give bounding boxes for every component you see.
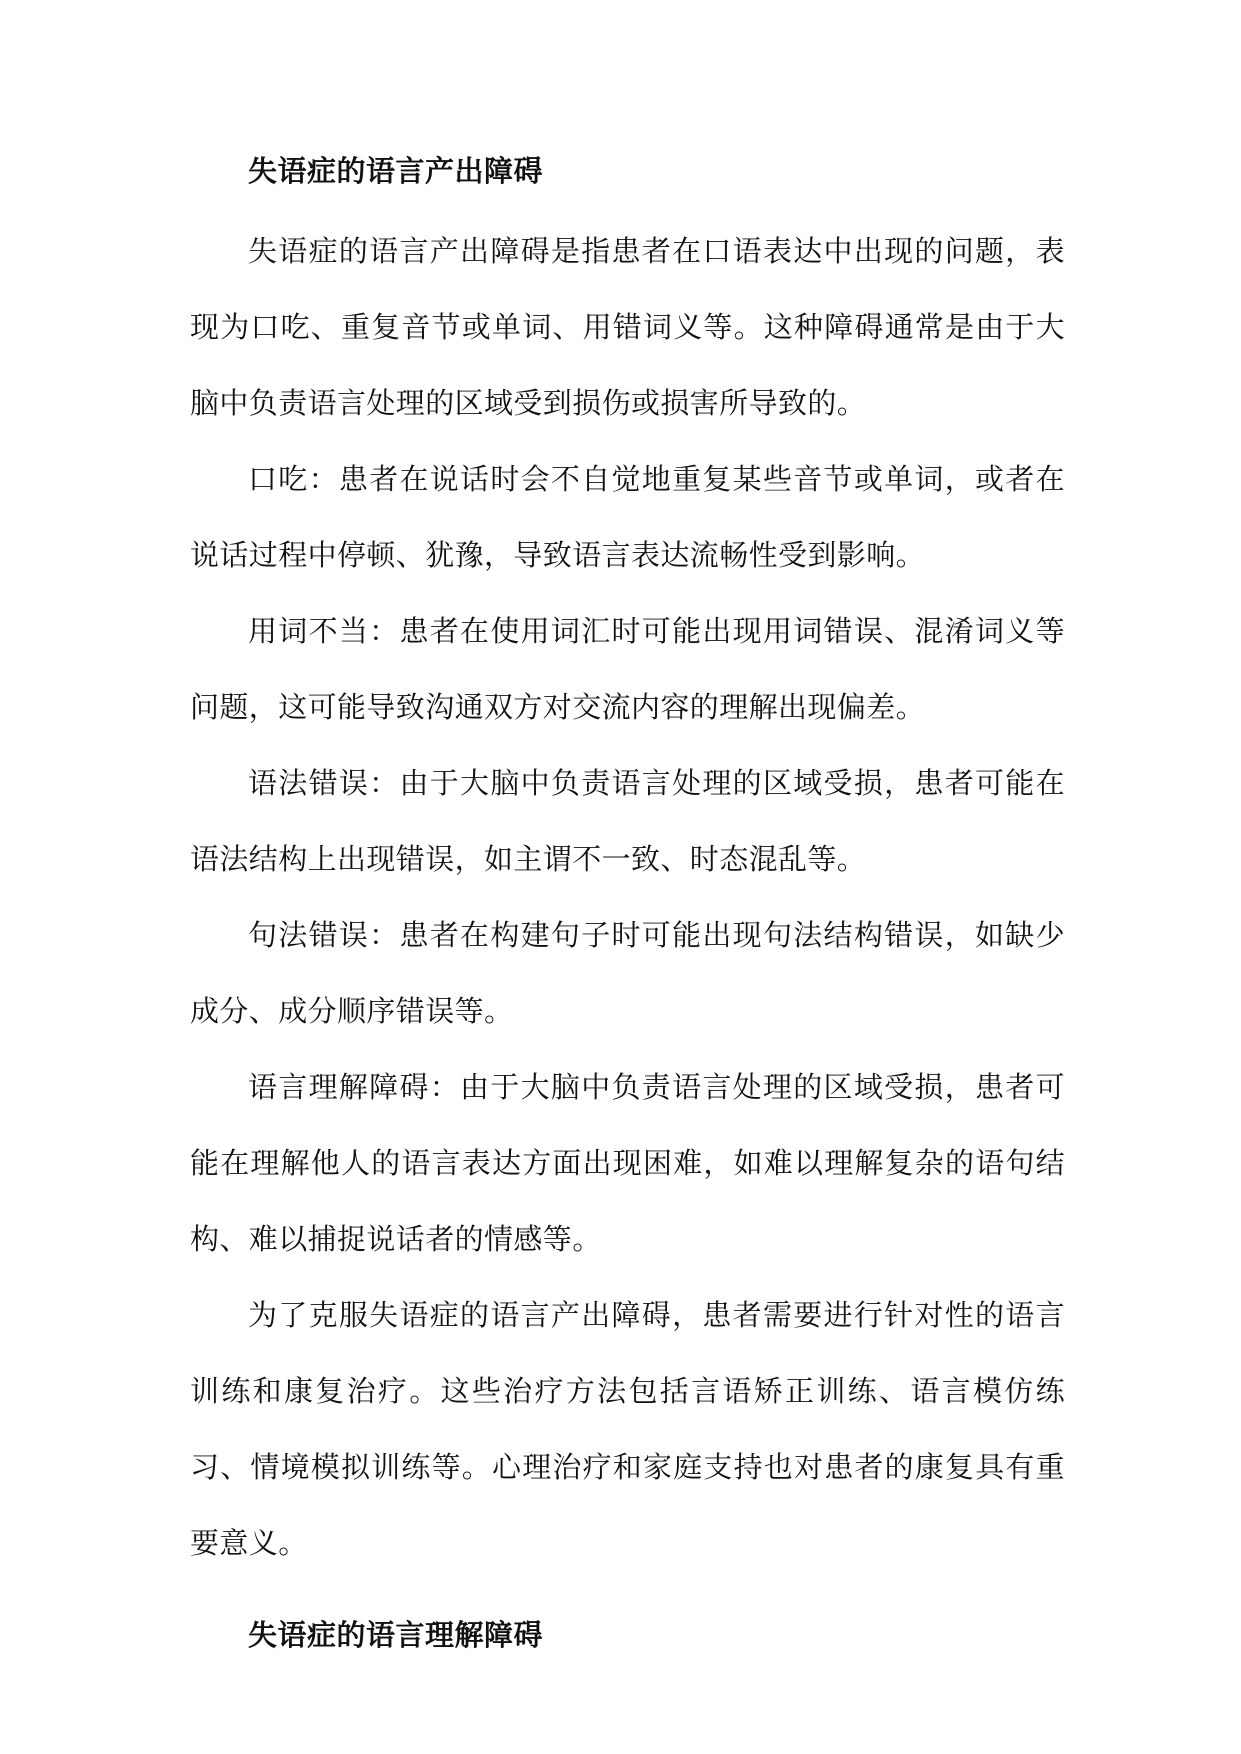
paragraph-intro: 失语症的语言产出障碍是指患者在口语表达中出现的问题，表现为口吃、重复音节或单词、用错词义等。这种障碍通常是由于大脑中负责语言处理的区域受到损伤或损害所导致的。 [190,234,1065,420]
paragraph-comprehension: 语言理解障碍：由于大脑中负责语言处理的区域受损，患者可能在理解他人的语言表达方面出现困难，如难以理解复杂的语句结构、难以捕捉说话者的情感等。 [190,1070,1065,1256]
spacer [190,1581,1065,1611]
section-heading-production: 失语症的语言产出障碍 [248,154,544,188]
section-heading-comprehension: 失语症的语言理解障碍 [248,1618,544,1652]
paragraph-grammar-errors: 语法错误：由于大脑中负责语言处理的区域受损，患者可能在语法结构上出现错误，如主谓不一致、时态混乱等。 [190,766,1065,876]
paragraph-treatment: 为了克服失语症的语言产出障碍，患者需要进行针对性的语言训练和康复治疗。这些治疗方法包括言语矫正训练、语言模仿练习、情境模拟训练等。心理治疗和家庭支持也对患者的康复具有重要意义。 [190,1298,1065,1560]
paragraph-stuttering: 口吃：患者在说话时会不自觉地重复某些音节或单词，或者在说话过程中停顿、犹豫，导致语言表达流畅性受到影响。 [190,462,1065,572]
paragraph-word-misuse: 用词不当：患者在使用词汇时可能出现用词错误、混淆词义等问题，这可能导致沟通双方对交流内容的理解出现偏差。 [190,614,1065,724]
spacer [190,195,1065,213]
paragraph-syntax-errors: 句法错误：患者在构建句子时可能出现句法结构错误，如缺少成分、成分顺序错误等。 [190,918,1065,1028]
document-body [190,147,1065,1659]
